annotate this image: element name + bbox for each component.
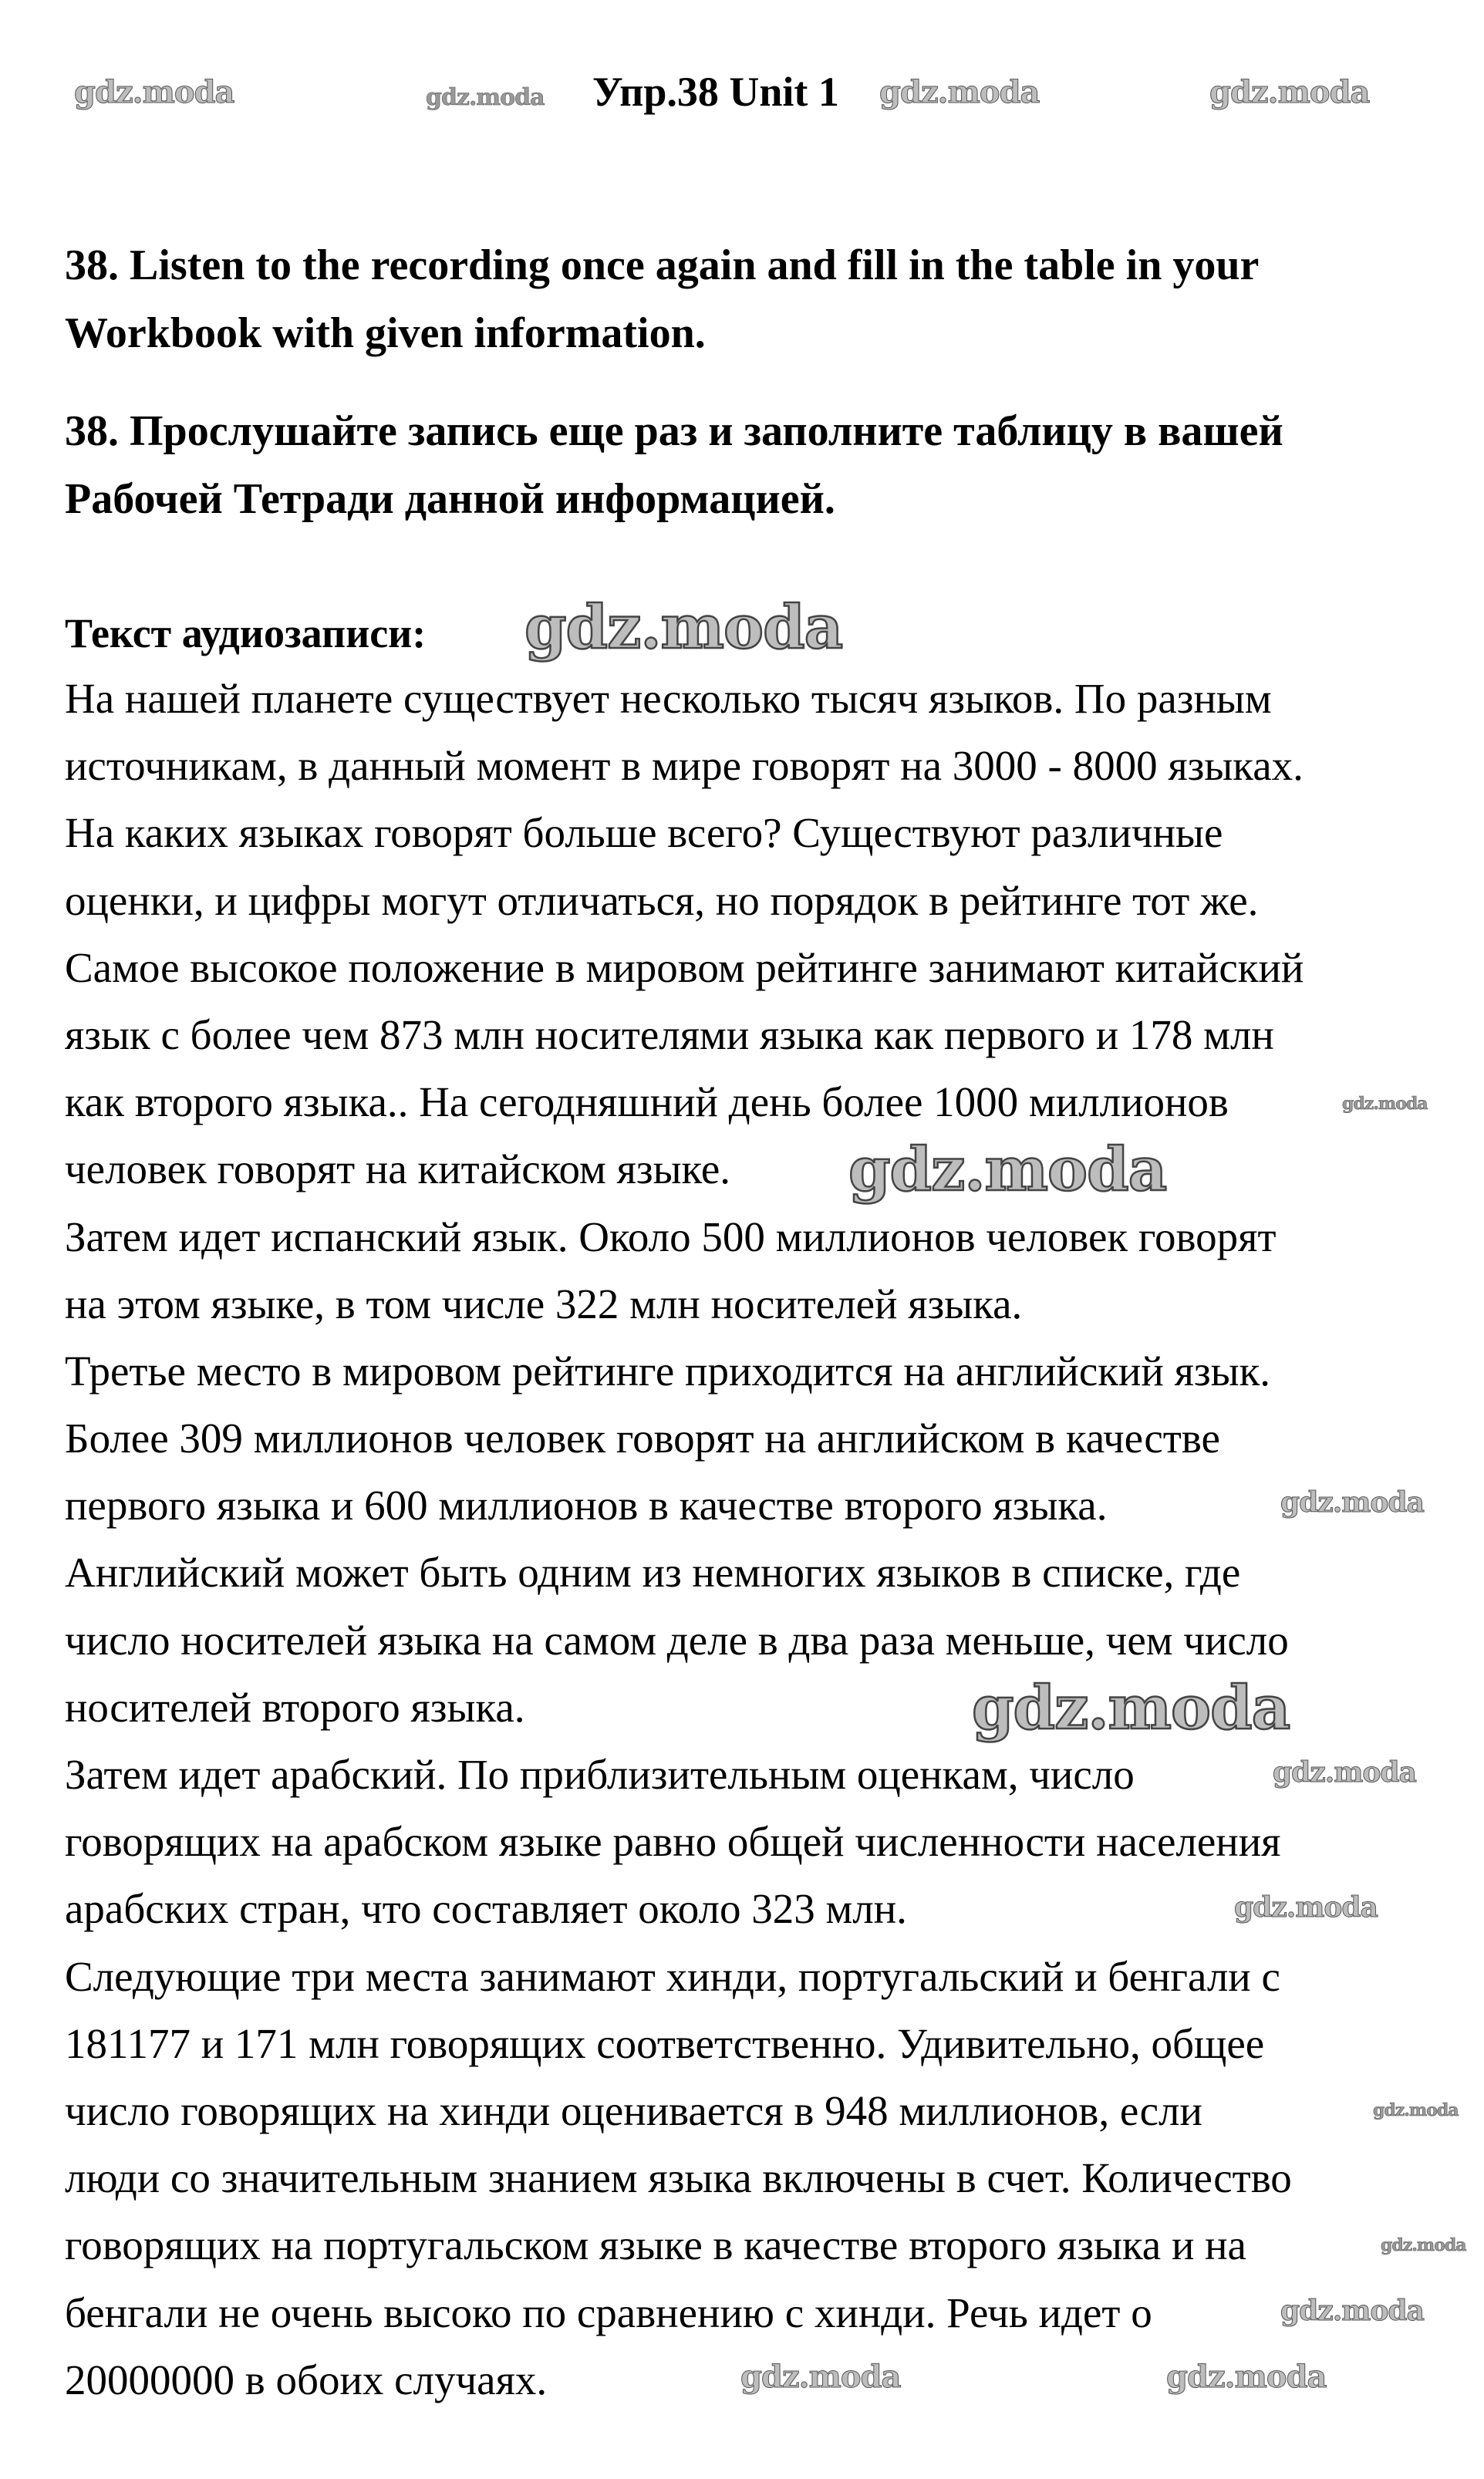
transcript-line: говорящих на португальском языке в качестве второго языка и на — [65, 2221, 1246, 2269]
transcript-line: Затем идет испанский язык. Около 500 миллионов человек говорят — [65, 1213, 1277, 1260]
transcript-line: Затем идет арабский. По приблизительным оценкам, число — [65, 1751, 1135, 1798]
transcript-line: На нашей планете существует несколько тысяч языков. По разным — [65, 675, 1272, 722]
transcript-line: Третье место в мировом рейтинге приходится на английский язык. — [65, 1347, 1271, 1395]
task-line: Рабочей Тетради данной информацией. — [65, 475, 835, 523]
watermark: gdz.moda — [1342, 1094, 1428, 1114]
transcript-line: Английский может быть одним из немногих языков в списке, где — [65, 1549, 1241, 1597]
watermark: gdz.moda — [1280, 2295, 1424, 2327]
watermark: gdz.moda — [1273, 1756, 1416, 1789]
task-line: Workbook with given information. — [65, 309, 706, 357]
transcript-line: 20000000 в обоих случаях. — [65, 2356, 548, 2403]
transcript-line: на этом языке, в том числе 322 млн носителей языка. — [65, 1280, 1023, 1327]
transcript-line: люди со значительным знанием языка включены в счет. Количество — [65, 2154, 1292, 2202]
task-english — [65, 231, 1259, 367]
watermark: gdz.moda — [524, 592, 843, 663]
watermark: gdz.moda — [1381, 2235, 1466, 2255]
watermark: gdz.moda — [74, 74, 234, 110]
transcript-line: 181177 и 171 млн говорящих соответственно. Удивительно, общее — [65, 2019, 1265, 2067]
task-line: 38. Listen to the recording once again and fill in the table in your — [65, 241, 1260, 289]
watermark: gdz.moda — [740, 2359, 901, 2395]
task-line: 38. Прослушайте запись еще раз и заполните таблицу в вашей — [65, 407, 1283, 455]
transcript-line: число носителей языка на самом деле в два раза меньше, чем число — [65, 1616, 1289, 1664]
task-russian — [65, 397, 1283, 533]
transcript-line: Следующие три места занимают хинди, португальский и бенгали с — [65, 1952, 1280, 2000]
transcript-label: Текст аудиозаписи: — [65, 610, 427, 656]
transcript-line: На каких языках говорят больше всего? Существуют различные — [65, 809, 1223, 857]
transcript-line: первого языка и 600 миллионов в качестве второго языка. — [65, 1482, 1108, 1530]
transcript-line: бенгали не очень высоко по сравнению с хинди. Речь идет о — [65, 2288, 1152, 2336]
transcript-line: язык с более чем 873 млн носителями языка как первого и 178 млн — [65, 1010, 1274, 1058]
page-title: Упр.38 Unit 1 — [592, 69, 839, 115]
transcript-line: арабских стран, что составляет около 323 млн. — [65, 1885, 907, 1933]
transcript-line: говорящих на арабском языке равно общей численности населения — [65, 1818, 1281, 1866]
watermark: gdz.moda — [426, 84, 545, 111]
transcript-line: Более 309 миллионов человек говорят на английском в качестве — [65, 1415, 1220, 1462]
watermark: gdz.moda — [1209, 74, 1370, 110]
transcript-line: оценки, и цифры могут отличаться, но порядок в рейтинге тот же. — [65, 876, 1259, 924]
transcript-line: человек говорят на китайском языке. — [65, 1145, 731, 1193]
watermark: gdz.moda — [972, 1673, 1290, 1743]
watermark: gdz.moda — [848, 1135, 1167, 1205]
transcript-text — [65, 665, 1304, 2413]
watermark: gdz.moda — [1373, 2100, 1459, 2120]
transcript-line: источникам, в данный момент в мире говорят на 3000 - 8000 языках. — [65, 742, 1304, 790]
watermark: gdz.moda — [1166, 2359, 1327, 2395]
transcript-line: Самое высокое положение в мировом рейтинге занимают китайский — [65, 943, 1304, 991]
watermark: gdz.moda — [1280, 1486, 1424, 1519]
transcript-line: число говорящих на хинди оценивается в 948 миллионов, если — [65, 2086, 1202, 2134]
transcript-line: как второго языка.. На сегодняшний день более 1000 миллионов — [65, 1078, 1229, 1126]
watermark: gdz.moda — [1234, 1891, 1378, 1924]
transcript-line: носителей второго языка. — [65, 1683, 525, 1731]
watermark: gdz.moda — [879, 74, 1040, 110]
